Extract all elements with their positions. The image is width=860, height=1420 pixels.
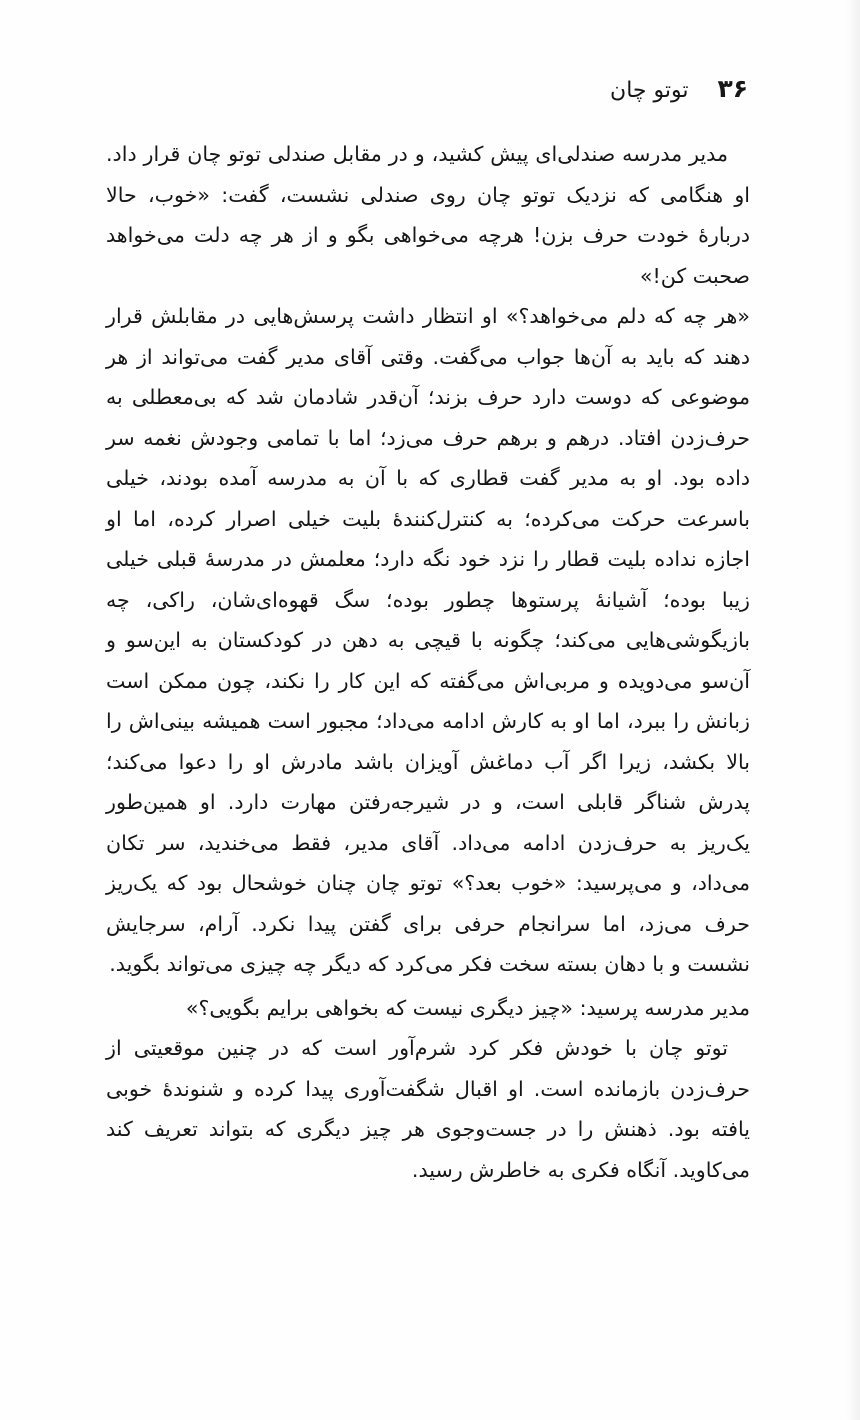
paragraph-3: مدیر مدرسه پرسید: «چیز دیگری نیست که بخواهی برایم بگویی؟» [185,995,750,1020]
body-text [106,134,750,1190]
paragraph-4: توتو چان با خودش فکر کرد شرم‌آور است که در چنین موقعیتی از حرف‌زدن بازمانده است. او اقبال شگفت‌آوری پیدا کرده و شنوندهٔ خوبی یافته بود. ذهنش را در جست‌وجوی هر چیز دیگری که بتواند تعریف کند می‌کاوید. آنگاه فکری به خاطرش رسید. [106,1036,750,1182]
page-edge-shadow [846,0,860,1420]
running-head [610,72,748,108]
page-number: ۳۶ [717,74,748,103]
paragraph-1: مدیر مدرسه صندلی‌ای پیش کشید، و در مقابل صندلی توتو چان قرار داد. او هنگامی که نزدیک توتو چان روی صندلی نشست، گفت: «خوب، حالا دربارهٔ خودت حرف بزن! هرچه می‌خواهی بگو و از هر چه دلت می‌خواهد صحبت کن!» [106,142,750,288]
running-title: توتو چان [610,78,689,103]
paragraph-2: «هر چه که دلم می‌خواهد؟» او انتظار داشت پرسش‌هایی در مقابلش قرار دهند که باید به آن‌ها جواب می‌گفت. وقتی آقای مدیر گفت می‌تواند از هر موضوعی که دوست دارد حرف بزند؛ آن‌قدر شادمان شد که بی‌معطلی به حرف‌زدن افتاد. درهم و برهم حرف می‌زد؛ اما با تمامی وجودش نغمه سر داده بود. او به مدیر گفت قطاری که با آن به مدرسه آمده بودند، خیلی باسرعت حرکت می‌کرده؛ به کنترل‌کنندهٔ بلیت خیلی اصرار کرده، اما او اجازه نداده بلیت قطار را نزد خود نگه دارد؛ معلمش در مدرسهٔ قبلی خیلی زیبا بوده؛ آشیانهٔ پرستوها چطور بوده؛ سگ قهوه‌ای‌شان، راکی، چه بازیگوشی‌هایی می‌کند؛ چگونه با قیچی به دهن در کودکستان به این‌سو و آن‌سو می‌دویده و مربی‌اش می‌گفته که این کار را نکند، چون ممکن است زبانش را ببرد، اما او به کارش ادامه می‌داد؛ مجبور است همیشه بینی‌اش را بالا بکشد، زیرا اگر آب دماغش آویزان باشد مادرش او را دعوا می‌کند؛ پدرش شناگر قابلی است، و در شیرجه‌رفتن مهارت دارد. او همین‌طور یک‌ریز به حرف‌زدن ادامه می‌داد. آقای مدیر، فقط می‌خندید، سر تکان می‌داد، و می‌پرسید: «خوب بعد؟» توتو چان چنان خوشحال بود که یک‌ریز حرف می‌زد، اما سرانجام حرفی برای گفتن پیدا نکرد. آرام، سرجایش نشست و با دهان بسته سخت فکر می‌کرد که دیگر چه چیزی می‌تواند بگوید. [106,304,750,976]
